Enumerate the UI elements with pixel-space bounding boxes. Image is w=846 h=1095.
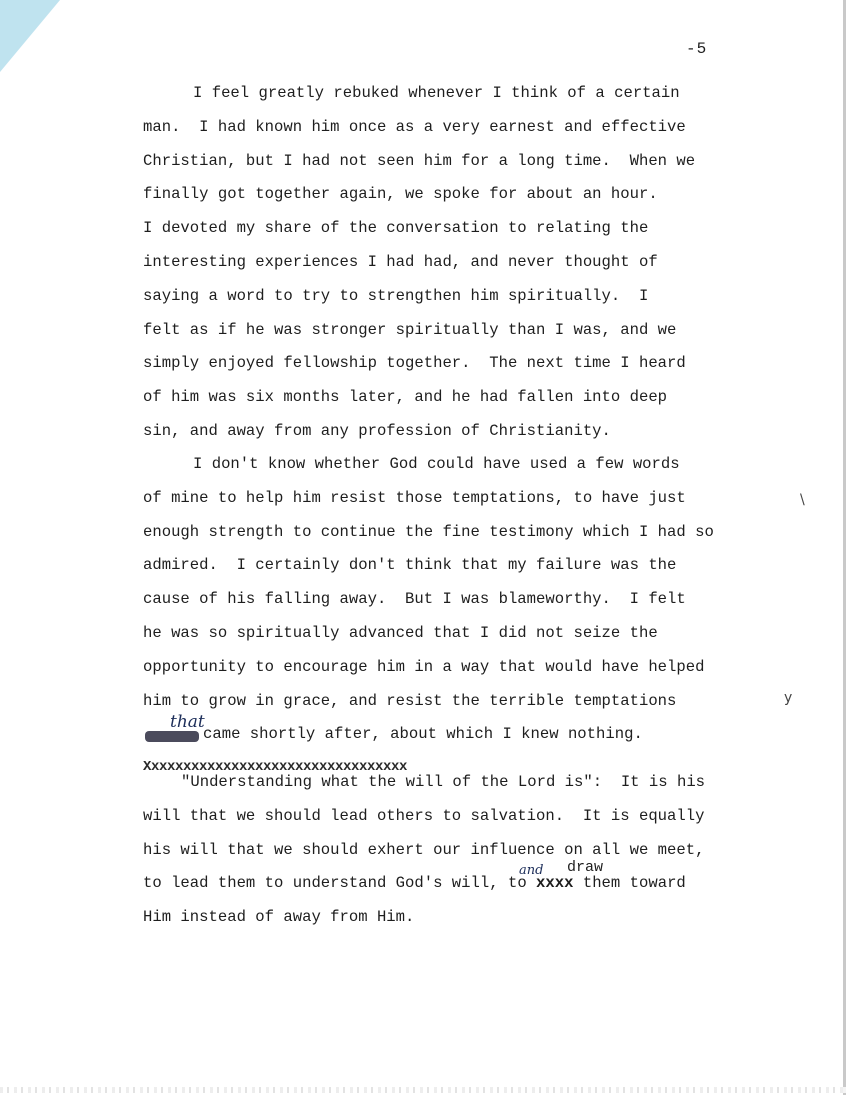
margin-tick-mark: \ (800, 492, 805, 508)
ink-blot-struck-word (145, 731, 199, 742)
scan-corner-shade (0, 0, 60, 72)
text-line: will that we should lead others to salvation. It is equally (143, 806, 705, 825)
text-line: came shortly after, about which I knew nothing. (203, 725, 643, 744)
struck-out-line: Xxxxxxxxxxxxxxxxxxxxxxxxxxxxxxxxx (143, 759, 408, 775)
text-line: him to grow in grace, and resist the terrible temptations (143, 691, 677, 710)
text-line: of him was six months later, and he had fallen into deep (143, 388, 668, 407)
text-line: Christian, but I had not seen him for a long time. When we (143, 151, 696, 170)
line-segment: them toward (582, 874, 686, 893)
margin-tick-mark: y (784, 690, 793, 706)
paragraph-1 (143, 77, 783, 449)
text-line (143, 867, 783, 901)
text-line: admired. I certainly don't think that my failure was the (143, 556, 677, 575)
page-number: -5 (686, 40, 708, 58)
text-line: saying a word to try to strengthen him spiritually. I (143, 286, 649, 305)
paragraph-3 (143, 766, 783, 935)
line-segment: to (507, 874, 527, 893)
paragraph-2 (143, 448, 783, 752)
handwritten-insertion-and: and (519, 863, 544, 878)
text-line: cause of his falling away. But I was blameworthy. I felt (143, 590, 686, 609)
text-line: "Understanding what the will of the Lord is": It is his (181, 773, 706, 791)
handwritten-insertion-that: that (170, 712, 205, 732)
text-line: he was so spiritually advanced that I did not seize the (143, 623, 658, 642)
text-line: of mine to help him resist those temptations, to have just (143, 488, 686, 507)
typed-insertion-draw: draw (567, 859, 604, 876)
text-line: simply enjoyed fellowship together. The next time I heard (143, 354, 686, 373)
text-line: interesting experiences I had had, and never thought of (143, 252, 658, 271)
text-line: sin, and away from any profession of Christianity. (143, 421, 611, 440)
text-line: I feel greatly rebuked whenever I think of a certain (193, 84, 680, 102)
text-line: Him instead of away from Him. (143, 908, 415, 927)
text-line: felt as if he was stronger spiritually than I was, and we (143, 320, 677, 339)
text-line: man. I had known him once as a very earnest and effective (143, 117, 686, 136)
text-line: opportunity to encourage him in a way that would have helped (143, 657, 705, 676)
text-line: his will that we should exhert our influence on all we meet, (143, 840, 705, 859)
line-segment: to lead them to understand God's will, (143, 874, 499, 893)
text-line: enough strength to continue the fine testimony which I had so (143, 522, 714, 541)
scan-bottom-edge (0, 1087, 846, 1093)
text-line: I don't know whether God could have used a few words (193, 455, 680, 473)
text-line: I devoted my share of the conversation to relating the (143, 219, 649, 238)
text-line: finally got together again, we spoke for about an hour. (143, 185, 658, 204)
struck-out-word: xxxx (536, 874, 574, 893)
